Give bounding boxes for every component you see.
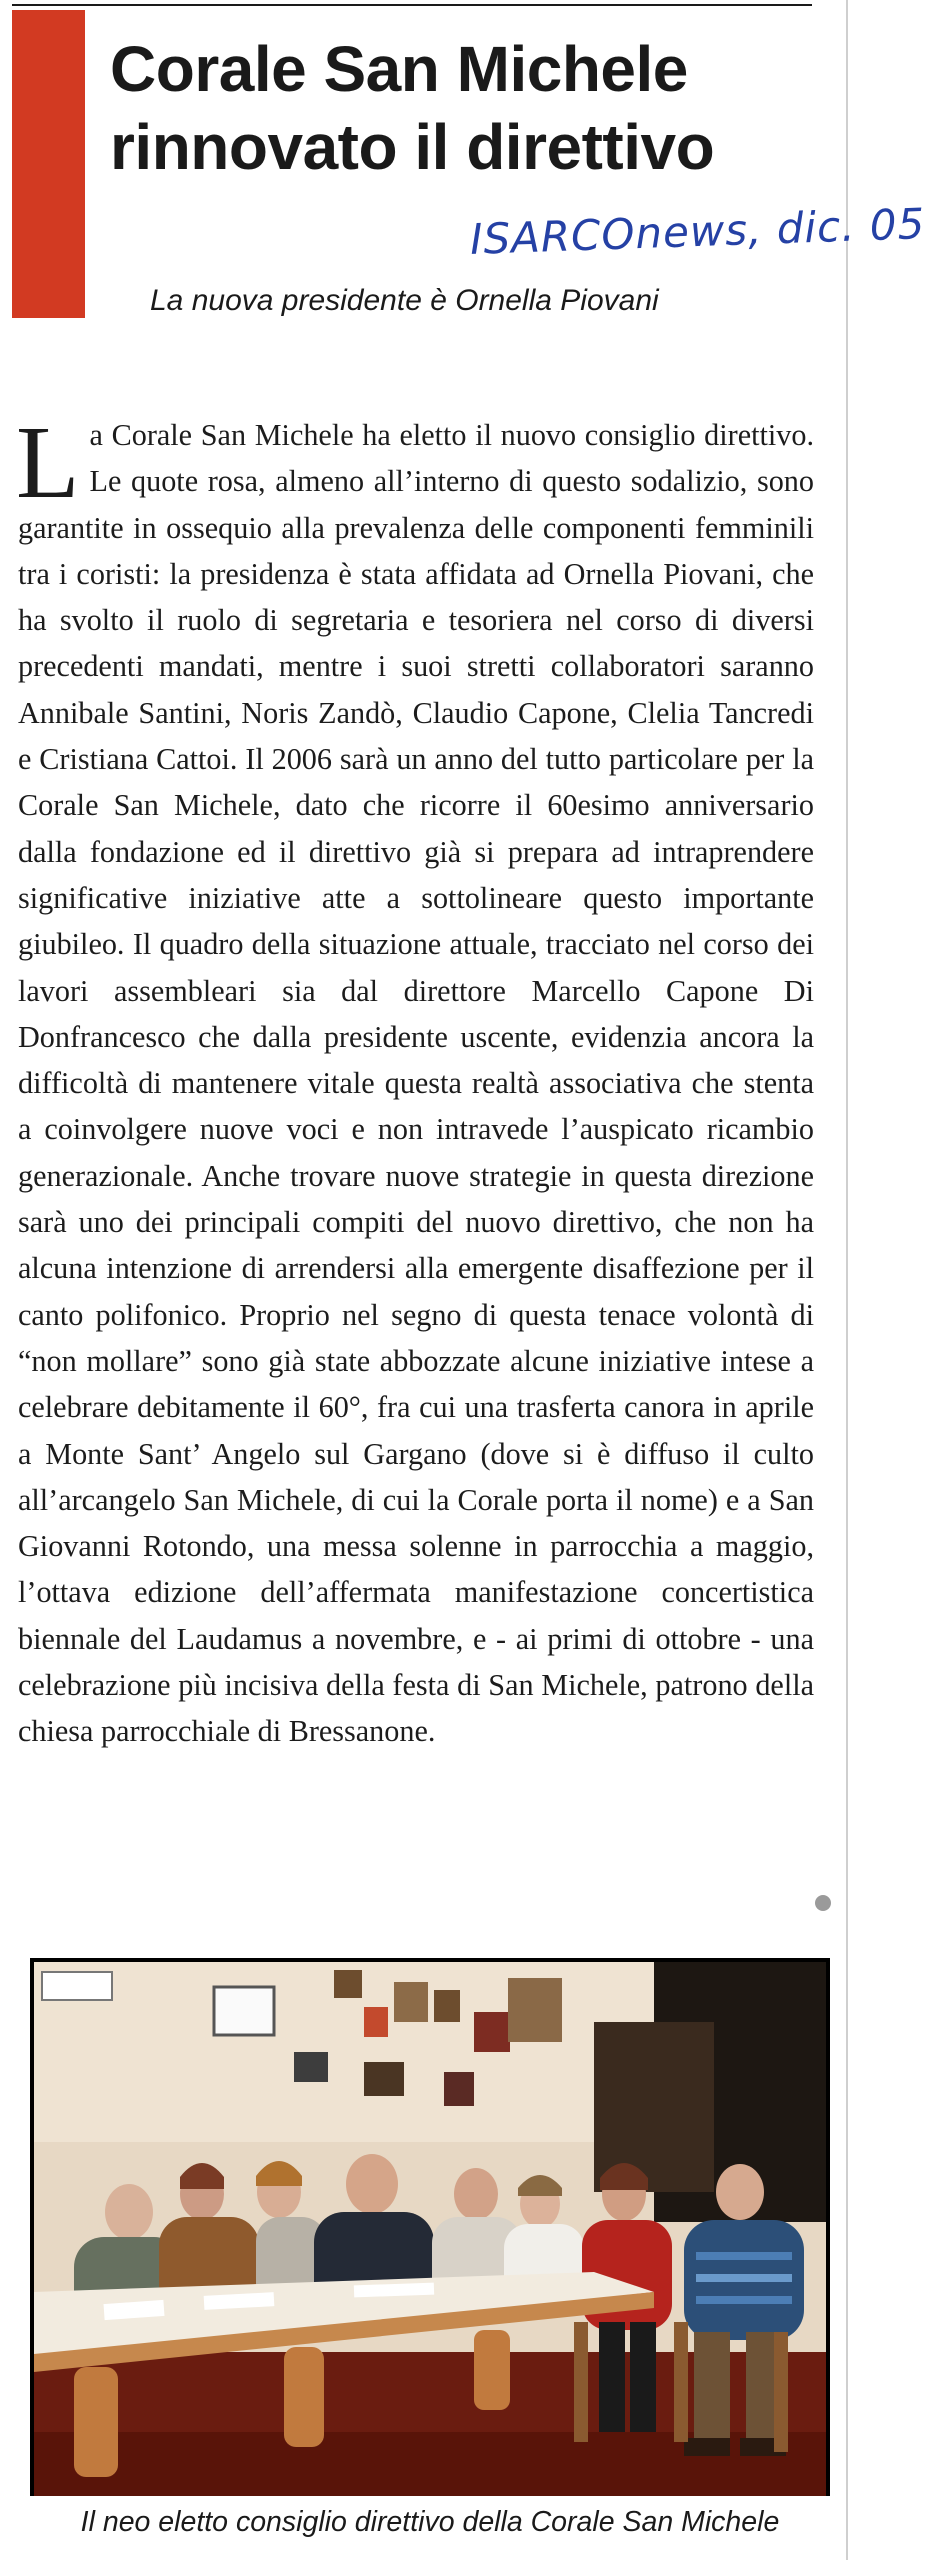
end-of-article-bullet bbox=[815, 1895, 831, 1911]
headline-line-1: Corale San Michele bbox=[110, 33, 688, 105]
headline bbox=[110, 30, 830, 186]
article-body-text: a Corale San Michele ha eletto il nuovo consiglio direttivo. Le quote rosa, almeno all’interno di questo sodalizio, sono garantite in ossequio alla prevalenza delle componenti femminili tra i coristi: la presidenza è stata affidata ad Ornella Piovani, che ha svolto il ruolo di segretaria e tesoriera nel corso di diversi precedenti mandati, mentre i suoi stretti collaboratori saranno Annibale Santini, Noris Zandò, Claudio Capone, Clelia Tancredi e Cristiana Cattoi. Il 2006 sarà un anno del tutto particolare per la Corale San Michele, dato che ricorre il 60esimo anniversario dalla fondazione ed il direttivo già si prepara ad intraprendere significative iniziative atte a sottolineare questo importante giubileo. Il quadro della situazione attuale, tracciato nel corso dei lavori assembleari sia dal direttore Marcello Capone Di Donfrancesco che dalla presidente uscente, evidenzia ancora la difficoltà di mantenere vitale questa realtà associativa che stenta a coinvolgere nuove voci e non intravede l’auspicato ricambio generazionale. Anche trovare nuove strategie in questa direzione sarà uno dei principali compiti del nuovo direttivo, che non ha alcuna intenzione di arrendersi alla emergente disaffezione per il canto polifonico. Proprio nel segno di questa tenace volontà di “non mollare” sono già state abbozzate alcune iniziative intese a celebrare debitamente il 60°, fra cui una trasferta canora in aprile a Monte Sant’ Angelo sul Gargano (dove si è diffuso il culto all’arcangelo San Michele, di cui la Corale porta il nome) e a San Giovanni Rotondo, una messa solenne in parrocchia a maggio, l’ottava edizione dell’affermata manifestazione concertistica biennale del Laudamus a novembre, e - ai primi di ottobre - una celebrazione più incisiva della festa di San Michele, patrono della chiesa parrocchiale di Bressanone. bbox=[18, 418, 814, 1749]
photo-caption: Il neo eletto consiglio direttivo della Corale San Michele bbox=[30, 2496, 830, 2548]
headline-line-2: rinnovato il direttivo bbox=[110, 111, 715, 183]
photo-frame bbox=[30, 1958, 830, 2548]
red-accent-bar bbox=[12, 10, 85, 318]
group-photo bbox=[34, 1962, 826, 2496]
article-body bbox=[16, 405, 814, 1755]
drop-cap: L bbox=[16, 405, 80, 520]
top-rule bbox=[12, 4, 812, 6]
subtitle: La nuova presidente è Ornella Piovani bbox=[150, 284, 659, 317]
page-edge-line bbox=[846, 0, 848, 2560]
handwritten-source-note: ISARCOnews, dic. 05 bbox=[469, 199, 926, 264]
